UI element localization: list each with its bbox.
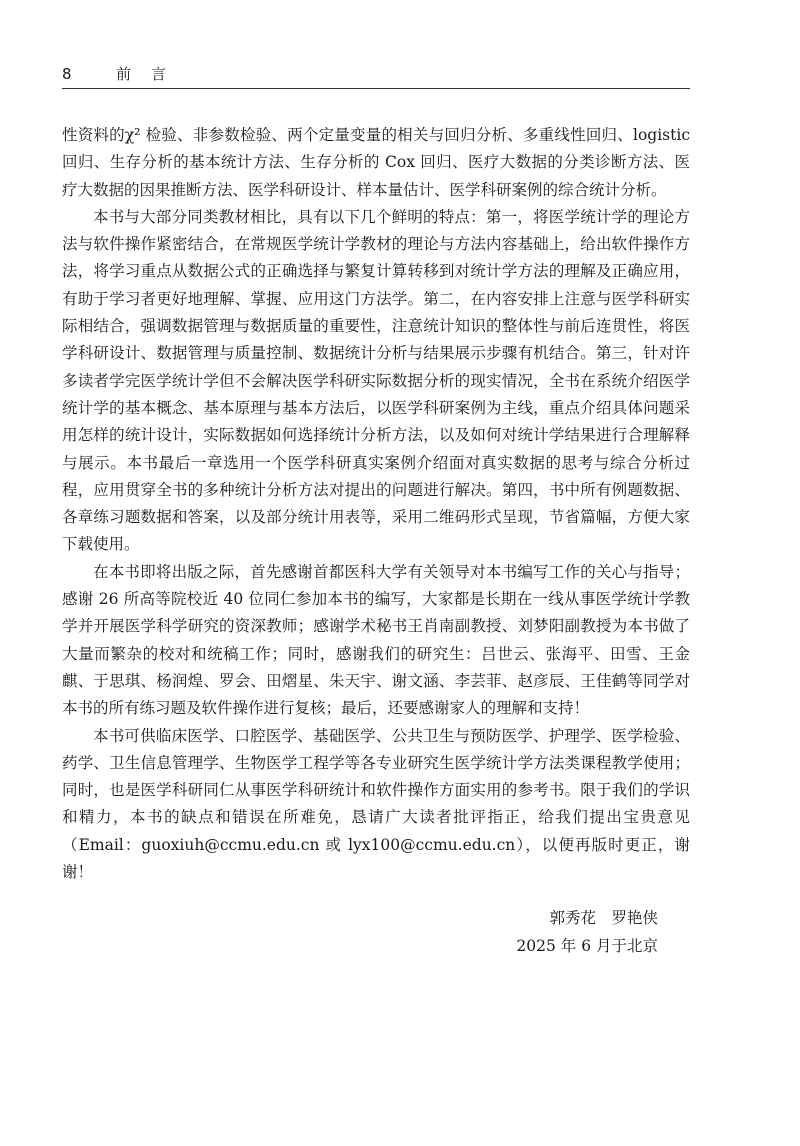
paragraph-continuation: 性资料的χ² 检验、非参数检验、两个定量变量的相关与回归分析、多重线性回归、logistic 回归、生存分析的基本统计方法、生存分析的 Cox 回归、医疗大数据的分类诊断方法、医疗大数据的因果推断方法、医学科研设计、样本量估计、医学科研案例的综合统计分析。 [62, 126, 690, 199]
paragraph-audience: 本书可供临床医学、口腔医学、基础医学、公共卫生与预防医学、护理学、医学检验、药学、卫生信息管理学、生物医学工程学等各专业研究生医学统计学方法类课程教学使用；同时，也是医学科研同仁从事医学科研统计和软件操作方面实用的参考书。限于我们的学识和精力，本书的缺点和错误在所难免，恳请广大读者批评指正，给我们提出宝贵意见（Email：guoxiuh@ccmu.edu.cn 或 lyx100@ccmu.edu.cn），以便再版时更正，谢谢！ [62, 726, 690, 882]
running-header [62, 62, 690, 89]
paragraph-acknowledgements: 在本书即将出版之际，首先感谢首都医科大学有关领导对本书编写工作的关心与指导；感谢 26 所高等院校近 40 位同仁参加本书的编写，大家都是长期在一线从事医学统计学教学并开展医学科学研究的资深教师；感谢学术秘书王肖南副教授、刘梦阳副教授为本书做了大量而繁杂的校对和统稿工作；同时，感谢我们的研究生：吕世云、张海平、田雪、王金麒、于思琪、杨润煌、罗会、田熠星、朱天宇、谢文涵、李芸菲、赵彦辰、王佳鹤等同学对本书的所有练习题及软件操作进行复核；最后，还要感谢家人的理解和支持！ [62, 562, 690, 718]
preface-body [62, 122, 690, 886]
section-title: 前言 [116, 65, 187, 83]
signature-block [516, 904, 658, 960]
date-place: 2025 年 6 月于北京 [516, 937, 658, 955]
author-names: 郭秀花 罗艳侠 [549, 909, 658, 927]
page-number: 8 [62, 65, 72, 83]
paragraph-features: 本书与大部分同类教材相比，具有以下几个鲜明的特点：第一，将医学统计学的理论方法与软件操作紧密结合，在常规医学统计学教材的理论与方法内容基础上，给出软件操作方法，将学习重点从数据公式的正确选择与繁复计算转移到对统计学方法的理解及正确应用，有助于学习者更好地理解、掌握、应用这门方法学。第二，在内容安排上注意与医学科研实际相结合，强调数据管理与数据质量的重要性，注意统计知识的整体性与前后连贯性，将医学科研设计、数据管理与质量控制、数据统计分析与结果展示步骤有机结合。第三，针对许多读者学完医学统计学但不会解决医学科研实际数据分析的现实情况，全书在系统介绍医学统计学的基本概念、基本原理与基本方法后，以医学科研案例为主线，重点介绍具体问题采用怎样的统计设计，实际数据如何选择统计分析方法，以及如何对统计学结果进行合理解释与展示。本书最后一章选用一个医学科研真实案例介绍面对真实数据的思考与综合分析过程，应用贯穿全书的多种统计分析方法对提出的问题进行解决。第四，书中所有例题数据、各章练习题数据和答案，以及部分统计用表等，采用二维码形式呈现，节省篇幅，方便大家下载使用。 [62, 207, 690, 554]
